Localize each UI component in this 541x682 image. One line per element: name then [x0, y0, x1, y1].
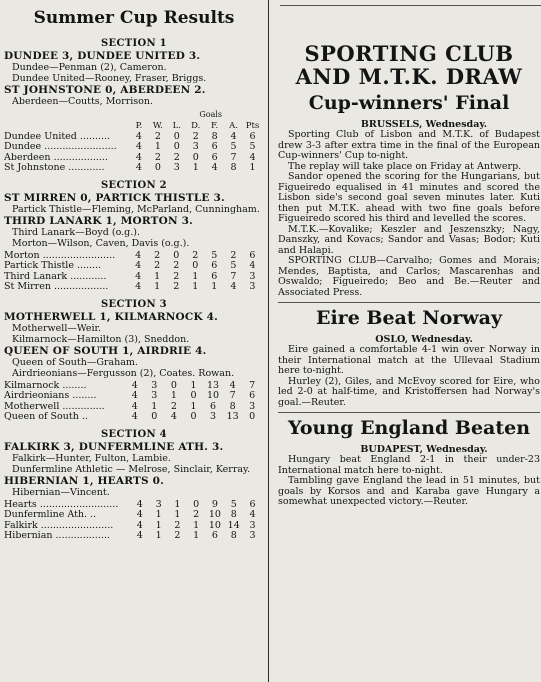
scorers-line: Dundee United—Rooney, Fraser, Briggs. — [12, 73, 207, 84]
table-cell: 1 — [190, 400, 197, 412]
table-cell: 10 — [208, 509, 221, 520]
team-name: Dunfermline Ath. .. — [4, 510, 97, 520]
story-paragraph: Hurley (2), Giles, and McEvoy scored for Eire, who led 2-0 at half-time, and Kristoffersen had Norway's goal.—Reuter. — [278, 375, 540, 408]
table-cell: 3 — [155, 498, 162, 510]
table-cell: 4 — [131, 400, 138, 412]
table-cell: 2 — [173, 270, 180, 282]
table-cell: 14 — [227, 519, 240, 531]
table-cell: 3 — [210, 411, 217, 422]
league-table — [4, 500, 262, 542]
table-cell: 0 — [190, 390, 197, 401]
section-heading: SECTION 3 — [101, 298, 167, 310]
table-row — [4, 272, 262, 283]
match-result: ST JOHNSTONE 0, ABERDEEN 2. — [4, 84, 206, 96]
table-cell: 9 — [211, 498, 218, 510]
table-row — [4, 163, 262, 174]
story-paragraph: Sandor opened the scoring for the Hungarians, but Figueiredo equalised in 41 minutes and scored the Lisbon side's second goal seven minutes later. Kuti then put M.T.K. ahead with two fine goals before Figueiredo scored his third and levelled the scores. — [278, 171, 540, 224]
table-cell: 6 — [211, 260, 218, 271]
table-cell: 4 — [135, 141, 142, 152]
match-result: DUNDEE 3, DUNDEE UNITED 3. — [4, 50, 201, 62]
scorers-line: Morton—Wilson, Caven, Davis (o.g.). — [12, 237, 190, 249]
table-cell: 6 — [249, 498, 256, 510]
section-heading: SECTION 4 — [101, 428, 167, 440]
match-result: MOTHERWELL 1, KILMARNOCK 4. — [4, 310, 218, 323]
table-cell: 0 — [190, 411, 197, 422]
table-cell: 2 — [230, 249, 237, 261]
table-cell: 5 — [230, 141, 237, 152]
table-cell: 0 — [192, 260, 199, 271]
team-name: Partick Thistle ........ — [4, 261, 102, 271]
table-cell: 2 — [193, 509, 200, 520]
table-cell: 1 — [151, 400, 158, 412]
section-3 — [4, 299, 264, 423]
table-cell: 0 — [151, 411, 158, 422]
header-cell: Pts — [245, 121, 260, 131]
dateline: OSLO, Wednesday. — [375, 334, 473, 345]
dateline: BRUSSELS, Wednesday. — [360, 119, 488, 130]
table-cell: 0 — [154, 162, 161, 173]
table-cell: 1 — [155, 530, 162, 541]
table-cell: 1 — [174, 509, 181, 520]
table-cell: 7 — [230, 270, 237, 282]
table-row — [4, 282, 262, 293]
table-cell: 8 — [230, 530, 237, 541]
team-name: Dundee United .......... — [4, 131, 111, 142]
header-cell: A. — [229, 121, 238, 131]
team-name: Dundee ........................ — [4, 142, 117, 152]
scorers-line: Falkirk—Hunter, Fulton, Lambie. — [12, 452, 171, 464]
table-cell: 6 — [211, 141, 218, 152]
table-cell: 7 — [249, 379, 256, 391]
league-table — [4, 251, 262, 293]
league-table — [4, 381, 262, 423]
table-cell: 1 — [192, 281, 199, 292]
table-cell: 4 — [249, 151, 256, 163]
table-cell: 8 — [211, 130, 218, 142]
table-cell: 1 — [154, 281, 161, 292]
table-cell: 4 — [131, 411, 138, 422]
team-name: St Johnstone ............ — [4, 163, 105, 173]
table-cell: 13 — [226, 411, 239, 422]
table-row — [4, 531, 262, 542]
scorers-line: Dunfermline Athletic — Melrose, Sinclair, Kerray. — [12, 463, 251, 475]
table-row — [4, 261, 262, 272]
table-cell: 3 — [249, 519, 256, 531]
young-england-story — [278, 417, 540, 508]
table-row — [4, 142, 262, 153]
section-heading: SECTION 1 — [101, 38, 167, 49]
header-cell: P. — [135, 121, 143, 131]
table-cell: 4 — [136, 498, 143, 510]
header-cell: W. — [152, 121, 163, 131]
table-cell: 0 — [249, 411, 256, 422]
match-result: HIBERNIAN 1, HEARTS 0. — [4, 474, 164, 487]
sporting-club-story — [278, 42, 540, 298]
table-cell: 2 — [173, 151, 180, 163]
scorers-line: Airdrieonians—Fergusson (2), Coates. Rowan. — [12, 367, 235, 379]
table-row — [4, 510, 262, 521]
column-title: Summer Cup Results — [33, 8, 235, 28]
table-cell: 0 — [173, 141, 180, 152]
table-cell: 10 — [208, 519, 221, 531]
story-paragraph: The replay will take place on Friday at Antwerp. — [288, 160, 522, 172]
summer-cup-column — [4, 0, 264, 682]
table-cell: 8 — [229, 400, 236, 412]
match-result: THIRD LANARK 1, MORTON 3. — [4, 214, 194, 227]
table-cell: 1 — [155, 509, 162, 520]
news-column — [278, 0, 540, 682]
table-cell: 7 — [229, 390, 236, 401]
headline-line: SPORTING CLUB — [304, 41, 514, 66]
table-cell: 0 — [173, 249, 180, 261]
table-cell: 0 — [193, 498, 200, 510]
table-cell: 4 — [131, 379, 138, 391]
table-cell: 1 — [154, 141, 161, 152]
table-row — [4, 521, 262, 532]
table-cell: 1 — [192, 270, 199, 282]
table-cell: 4 — [135, 249, 142, 261]
table-cell: 4 — [170, 411, 177, 422]
team-name: Falkirk ........................ — [4, 520, 114, 531]
table-cell: 6 — [211, 270, 218, 282]
match-result: ST MIRREN 0, PARTICK THISTLE 3. — [4, 191, 225, 204]
table-cell: 0 — [192, 151, 199, 163]
table-cell: 4 — [135, 162, 142, 173]
table-cell: 6 — [249, 249, 256, 261]
table-cell: 2 — [173, 281, 180, 292]
table-cell: 2 — [170, 400, 177, 412]
team-name: Hearts .......................... — [4, 499, 119, 510]
table-cell: 4 — [230, 130, 237, 142]
table-cell: 1 — [170, 390, 177, 401]
team-name: Queen of South .. — [4, 412, 88, 422]
eire-story — [278, 307, 540, 408]
team-name: Aberdeen .................. — [4, 152, 108, 163]
scorers-line: Partick Thistle—Fleming, McParland, Cunningham. — [12, 203, 260, 215]
scorers-line: Hibernian—Vincent. — [12, 486, 110, 498]
table-cell: 1 — [211, 281, 218, 292]
table-cell: 4 — [136, 530, 143, 541]
table-cell: 8 — [230, 509, 237, 520]
table-row — [4, 153, 262, 164]
table-cell: 1 — [193, 519, 200, 531]
table-cell: 8 — [230, 162, 237, 173]
table-cell: 4 — [211, 162, 218, 173]
goals-header-label: Goals — [199, 110, 222, 119]
table-cell: 13 — [206, 379, 220, 391]
table-cell: 4 — [135, 130, 142, 142]
section-1 — [4, 38, 264, 174]
table-cell: 0 — [173, 130, 180, 142]
story-divider — [278, 412, 540, 413]
table-cell: 2 — [154, 151, 161, 163]
headline: Eire Beat Norway — [315, 307, 503, 329]
story-paragraph: Eire gained a comfortable 4-1 win over Norway in their International match at the Ullevaal Stadium here to-night. — [278, 344, 540, 376]
table-cell: 3 — [192, 141, 199, 152]
table-cell: 1 — [249, 162, 256, 173]
table-row — [4, 251, 262, 262]
table-cell: 7 — [230, 151, 237, 163]
table-cell: 1 — [192, 162, 199, 173]
table-row — [4, 391, 262, 402]
match-result: QUEEN OF SOUTH 1, AIRDRIE 4. — [4, 344, 207, 357]
story-paragraph: Hungary beat England 2-1 in their under-23 International match here to-night. — [278, 454, 540, 476]
table-header-row — [4, 121, 262, 132]
table-cell: 3 — [249, 400, 256, 412]
headline: Young England Beaten — [287, 417, 531, 439]
table-cell: 1 — [155, 519, 162, 531]
table-cell: 4 — [135, 281, 142, 292]
scorers-line: Aberdeen—Coutts, Morrison. — [12, 96, 154, 107]
table-cell: 3 — [249, 530, 256, 541]
table-cell: 3 — [151, 390, 158, 401]
table-cell: 2 — [154, 130, 161, 142]
table-cell: 2 — [174, 530, 181, 541]
table-cell: 2 — [192, 130, 199, 142]
table-cell: 2 — [174, 519, 181, 531]
header-cell: L. — [172, 121, 181, 131]
table-cell: 4 — [249, 509, 256, 520]
table-cell: 6 — [211, 151, 218, 163]
table-cell: 6 — [249, 390, 256, 401]
scorers-line: Kilmarnock—Hamilton (3), Sneddon. — [12, 333, 190, 345]
scorers-line: Dundee—Penman (2), Cameron. — [12, 62, 167, 73]
table-cell: 2 — [154, 260, 161, 271]
table-cell: 2 — [173, 260, 180, 271]
table-cell: 2 — [192, 249, 199, 261]
column-rule — [268, 0, 269, 682]
story-paragraph: Tambling gave England the lead in 51 minutes, but goals by Korsos and and Karaba gave Hungary a somewhat unexpected victory.—Reuter. — [278, 475, 540, 507]
team-name: Hibernian .................. — [4, 531, 110, 541]
table-cell: 1 — [174, 498, 181, 510]
table-cell: 4 — [136, 519, 143, 531]
table-cell: 4 — [230, 281, 237, 292]
table-cell: 5 — [230, 260, 237, 271]
table-cell: 2 — [154, 249, 161, 261]
team-name: Airdrieonians ........ — [4, 391, 97, 401]
story-paragraph: Sporting Club of Lisbon and M.T.K. of Budapest drew 3-3 after extra time in the final of the European Cup-winners' Cup to-night. — [278, 129, 540, 161]
table-cell: 4 — [249, 260, 256, 271]
dateline: BUDAPEST, Wednesday. — [360, 444, 488, 455]
table-row — [4, 500, 262, 511]
table-cell: 6 — [210, 400, 217, 412]
table-cell: 5 — [211, 249, 218, 261]
match-result: FALKIRK 3, DUNFERMLINE ATH. 3. — [4, 440, 224, 453]
table-cell: 4 — [229, 379, 236, 391]
team-name: St Mirren .................. — [4, 282, 109, 292]
table-cell: 6 — [211, 530, 218, 541]
table-cell: 3 — [151, 379, 158, 391]
table-cell: 4 — [131, 390, 138, 401]
table-cell: 0 — [170, 379, 177, 391]
section-2 — [4, 180, 264, 293]
team-name: Kilmarnock ........ — [4, 380, 87, 391]
table-cell: 3 — [173, 162, 180, 173]
table-cell: 3 — [249, 270, 256, 282]
table-row — [4, 132, 262, 143]
team-name: Motherwell .............. — [4, 401, 105, 412]
table-cell: 1 — [193, 530, 200, 541]
section-heading: SECTION 2 — [101, 179, 167, 191]
story-paragraph: M.T.K.—Kovalike; Keszler and Jeszenszky; Nagy, Danszky, and Kovacs; Sandor and Vasas; Bodor; Kuti and Halapi. — [278, 223, 540, 256]
table-cell: 1 — [154, 270, 161, 282]
table-cell: 5 — [249, 141, 256, 152]
scorers-line: Third Lanark—Boyd (o.g.). — [12, 226, 140, 238]
team-name: Morton ........................ — [4, 250, 116, 261]
table-cell: 6 — [249, 130, 256, 142]
team-name: Third Lanark ............ — [4, 271, 107, 282]
league-table — [4, 121, 262, 174]
headline-line: AND M.T.K. DRAW — [295, 64, 523, 89]
table-cell: 3 — [249, 281, 256, 292]
header-cell: F. — [210, 121, 219, 131]
table-cell: 4 — [136, 509, 143, 520]
scorers-line: Motherwell—Weir. — [12, 322, 102, 334]
header-cell: D. — [191, 121, 201, 131]
table-cell: 5 — [230, 498, 237, 510]
table-cell: 4 — [135, 151, 142, 163]
table-cell: 4 — [135, 270, 142, 282]
table-cell: 10 — [206, 390, 220, 401]
headline-subtitle: Cup-winners' Final — [308, 92, 510, 114]
story-divider — [278, 302, 540, 303]
scorers-line: Queen of South—Graham. — [12, 356, 138, 368]
story-paragraph: SPORTING CLUB—Carvalho; Gomes and Morais; Mendes, Baptista, and Carlos; Mascarenhas and Oswaldo; Figueiredo; Beo and Be.—Reuter and Associated Press. — [278, 255, 540, 298]
table-cell: 4 — [135, 260, 142, 271]
table-row — [4, 412, 262, 423]
section-4 — [4, 429, 264, 542]
table-cell: 1 — [190, 379, 197, 391]
